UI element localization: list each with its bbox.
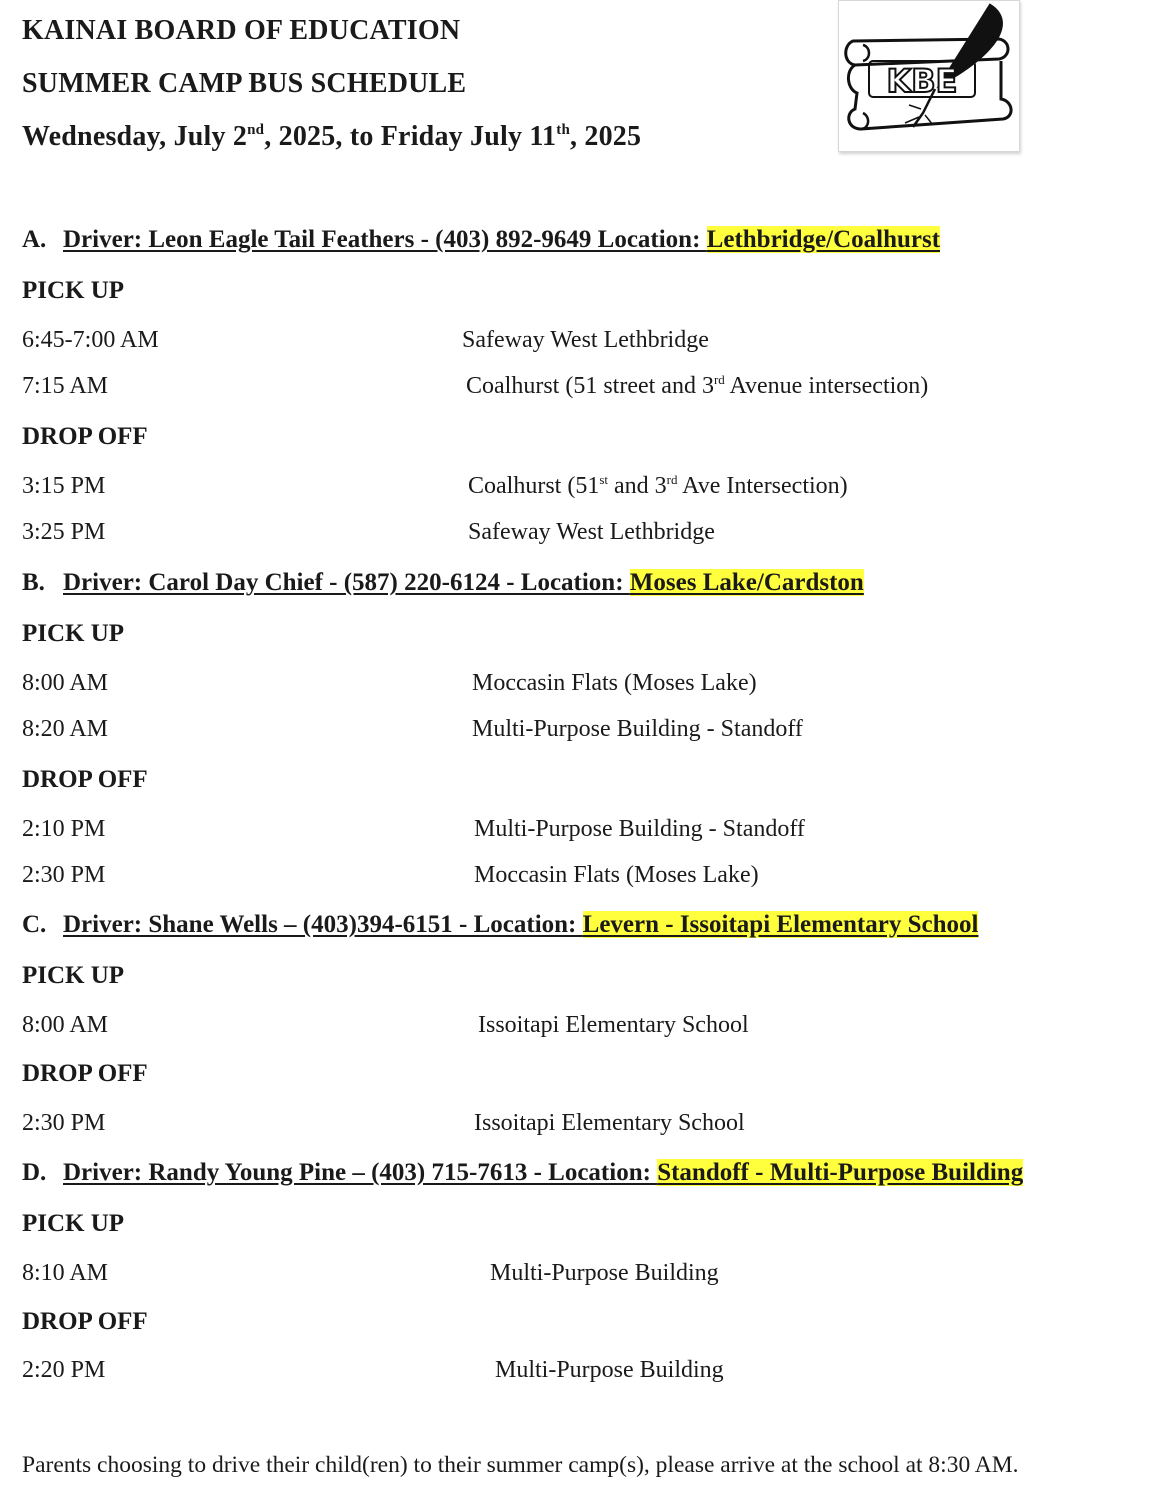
route-c-dropoff-1-time: 2:30 PM bbox=[22, 1110, 106, 1136]
schedule-title: SUMMER CAMP BUS SCHEDULE bbox=[22, 68, 467, 99]
route-a-pickup-2-time: 7:15 AM bbox=[22, 373, 109, 399]
route-c-location: Levern - Issoitapi Elementary School bbox=[582, 911, 979, 938]
route-a-location: Lethbridge/Coalhurst bbox=[706, 226, 941, 253]
route-a-pickup-2-place: Coalhurst (51 street and 3rd Avenue intersection) bbox=[466, 372, 929, 399]
route-d-location: Standoff - Multi-Purpose Building bbox=[657, 1159, 1024, 1186]
route-b-pickup-2-place: Multi-Purpose Building - Standoff bbox=[472, 716, 803, 742]
route-a-dropoff-label: DROP OFF bbox=[22, 423, 148, 450]
route-d-pickup-label: PICK UP bbox=[22, 1210, 125, 1237]
route-d-dropoff-1-place: Multi-Purpose Building bbox=[495, 1357, 724, 1383]
route-d-pickup-1-time: 8:10 AM bbox=[22, 1260, 109, 1286]
route-c-pickup-1-time: 8:00 AM bbox=[22, 1012, 109, 1038]
route-b-header: B. Driver: Carol Day Chief - (587) 220-6124 - Location: Moses Lake/Cardston bbox=[22, 569, 864, 596]
route-b-dropoff-1-time: 2:10 PM bbox=[22, 816, 106, 842]
route-d-pickup-1-place: Multi-Purpose Building bbox=[490, 1260, 719, 1286]
route-b-pickup-1-place: Moccasin Flats (Moses Lake) bbox=[472, 670, 757, 696]
route-a-dropoff-2-time: 3:25 PM bbox=[22, 519, 106, 545]
route-b-pickup-label: PICK UP bbox=[22, 620, 125, 647]
route-b-dropoff-1-place: Multi-Purpose Building - Standoff bbox=[474, 816, 805, 842]
route-d-dropoff-1-time: 2:20 PM bbox=[22, 1357, 106, 1383]
route-b-dropoff-2-place: Moccasin Flats (Moses Lake) bbox=[474, 862, 759, 888]
kbe-logo bbox=[838, 0, 1020, 152]
route-c-pickup-1-place: Issoitapi Elementary School bbox=[478, 1012, 749, 1038]
route-d-header: D. Driver: Randy Young Pine – (403) 715-7613 - Location: Standoff - Multi-Purpose Building bbox=[22, 1159, 1024, 1186]
route-c-header: C. Driver: Shane Wells – (403)394-6151 - Location: Levern - Issoitapi Elementary School bbox=[22, 911, 979, 938]
route-a-dropoff-2-place: Safeway West Lethbridge bbox=[468, 519, 715, 545]
date-range: Wednesday, July 2nd, 2025, to Friday July 11th, 2025 bbox=[22, 121, 642, 152]
route-c-pickup-label: PICK UP bbox=[22, 962, 125, 989]
route-a-dropoff-1-time: 3:15 PM bbox=[22, 473, 106, 499]
route-a-pickup-1-time: 6:45-7:00 AM bbox=[22, 327, 159, 353]
route-a-dropoff-1-place: Coalhurst (51st and 3rd Ave Intersection) bbox=[468, 472, 848, 499]
parents-note: Parents choosing to drive their child(ren) to their summer camp(s), please arrive at the school at 8:30 AM. bbox=[22, 1452, 1019, 1478]
route-a-pickup-label: PICK UP bbox=[22, 277, 125, 304]
route-b-pickup-1-time: 8:00 AM bbox=[22, 670, 109, 696]
route-b-location: Moses Lake/Cardston bbox=[629, 569, 864, 596]
quill-scroll-logo-icon bbox=[839, 1, 1019, 151]
org-title: KAINAI BOARD OF EDUCATION bbox=[22, 15, 461, 46]
svg-text:KBE: KBE bbox=[886, 62, 958, 100]
route-b-dropoff-label: DROP OFF bbox=[22, 766, 148, 793]
route-b-pickup-2-time: 8:20 AM bbox=[22, 716, 109, 742]
route-a-header: A. Driver: Leon Eagle Tail Feathers - (403) 892-9649 Location: Lethbridge/Coalhurst bbox=[22, 226, 941, 253]
route-c-dropoff-1-place: Issoitapi Elementary School bbox=[474, 1110, 745, 1136]
route-b-dropoff-2-time: 2:30 PM bbox=[22, 862, 106, 888]
route-c-dropoff-label: DROP OFF bbox=[22, 1060, 148, 1087]
route-d-dropoff-label: DROP OFF bbox=[22, 1308, 148, 1335]
route-a-pickup-1-place: Safeway West Lethbridge bbox=[462, 327, 709, 353]
